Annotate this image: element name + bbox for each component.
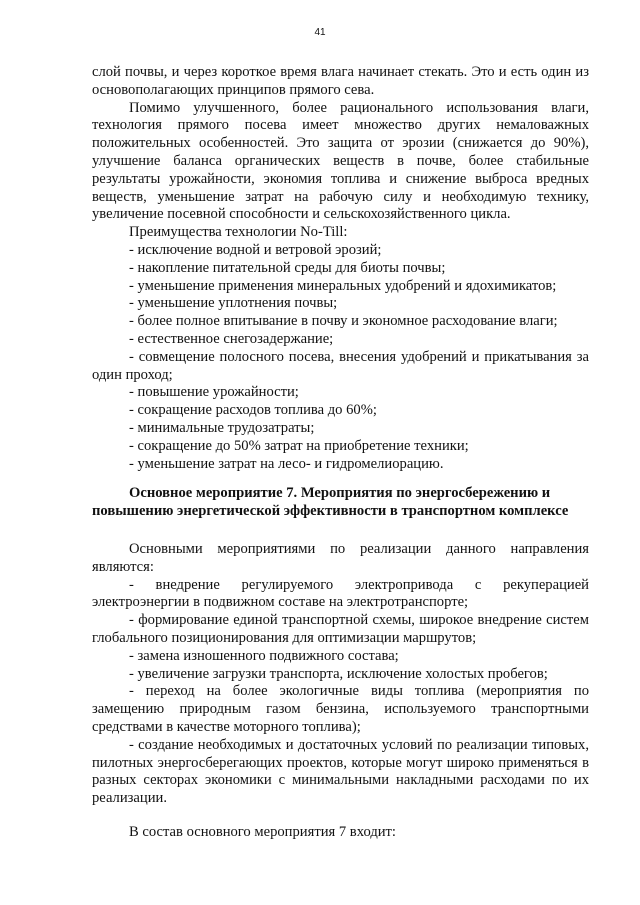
list-item: - более полное впитывание в почву и экономное расходование влаги; [129, 313, 558, 330]
section-heading: Основное мероприятие 7. Мероприятия по энергосбережению и повышению энергетической эффективности в транспортном комплексе [92, 485, 569, 519]
measures-lead: Основными мероприятиями по реализации данного направления являются: [92, 541, 589, 575]
benefits-paragraph: Помимо улучшенного, более рационального использования влаги, технология прямого посева имеет множество других немаловажных положительных особенностей. Это защита от эрозии (снижается до 90%), улучшение баланса органических веществ в почве, более стабильные результаты урожайности, экономия топлива и снижение выброса вредных веществ, уменьшение затрат на рабочую силу и необходимую технику, увеличение посевной способности и сельскохозяйственного цикла. [92, 99, 589, 223]
list-item: - уменьшение затрат на лесо- и гидромелиорацию. [129, 455, 444, 472]
list-item: - накопление питательной среды для биоты почвы; [129, 259, 446, 276]
list-item: - увеличение загрузки транспорта, исключение холостых пробегов; [129, 665, 548, 682]
list-item: - уменьшение уплотнения почвы; [129, 295, 338, 312]
advantages-list [92, 242, 589, 473]
intro-section [92, 64, 589, 473]
list-item: - создание необходимых и достаточных условий по реализации типовых, пилотных энергосберегающих проектов, которые могут широко применяться в разных секторах экономики с минимальными накладными расходами по их реализации. [92, 736, 589, 807]
list-item: - сокращение до 50% затрат на приобретение техники; [129, 437, 469, 454]
closing-line: В состав основного мероприятия 7 входит: [129, 824, 396, 840]
list-item: - уменьшение применения минеральных удобрений и ядохимикатов; [129, 277, 557, 294]
list-item: - внедрение регулируемого электропривода с рекуперацией электроэнергии в подвижном составе на электротранспорте; [92, 576, 589, 611]
measures-section [92, 541, 589, 808]
list-item: - сокращение расходов топлива до 60%; [129, 402, 377, 419]
list-item: - совмещение полосного посева, внесения удобрений и прикатывания за один проход; [92, 348, 589, 383]
advantages-header: Преимущества технологии No-Till: [129, 224, 348, 241]
page-number: 41 [314, 27, 326, 38]
list-item: - формирование единой транспортной схемы, широкое внедрение систем глобального позиционирования для оптимизации маршрутов; [92, 612, 589, 646]
list-item: - минимальные трудозатраты; [129, 419, 315, 436]
list-item: - повышение урожайности; [129, 384, 299, 401]
list-item: - замена изношенного подвижного состава; [129, 647, 399, 664]
list-item: - переход на более экологичные виды топлива (мероприятия по замещению природным газом бензина, используемого транспортными средствами в качестве моторного топлива); [92, 683, 589, 735]
list-item: - исключение водной и ветровой эрозий; [129, 241, 382, 258]
list-item: - естественное снегозадержание; [129, 330, 334, 347]
measures-list [92, 577, 589, 808]
continuation-paragraph: слой почвы, и через короткое время влага начинает стекать. Это и есть один из основополагающих принципов прямого сева. [92, 64, 589, 98]
